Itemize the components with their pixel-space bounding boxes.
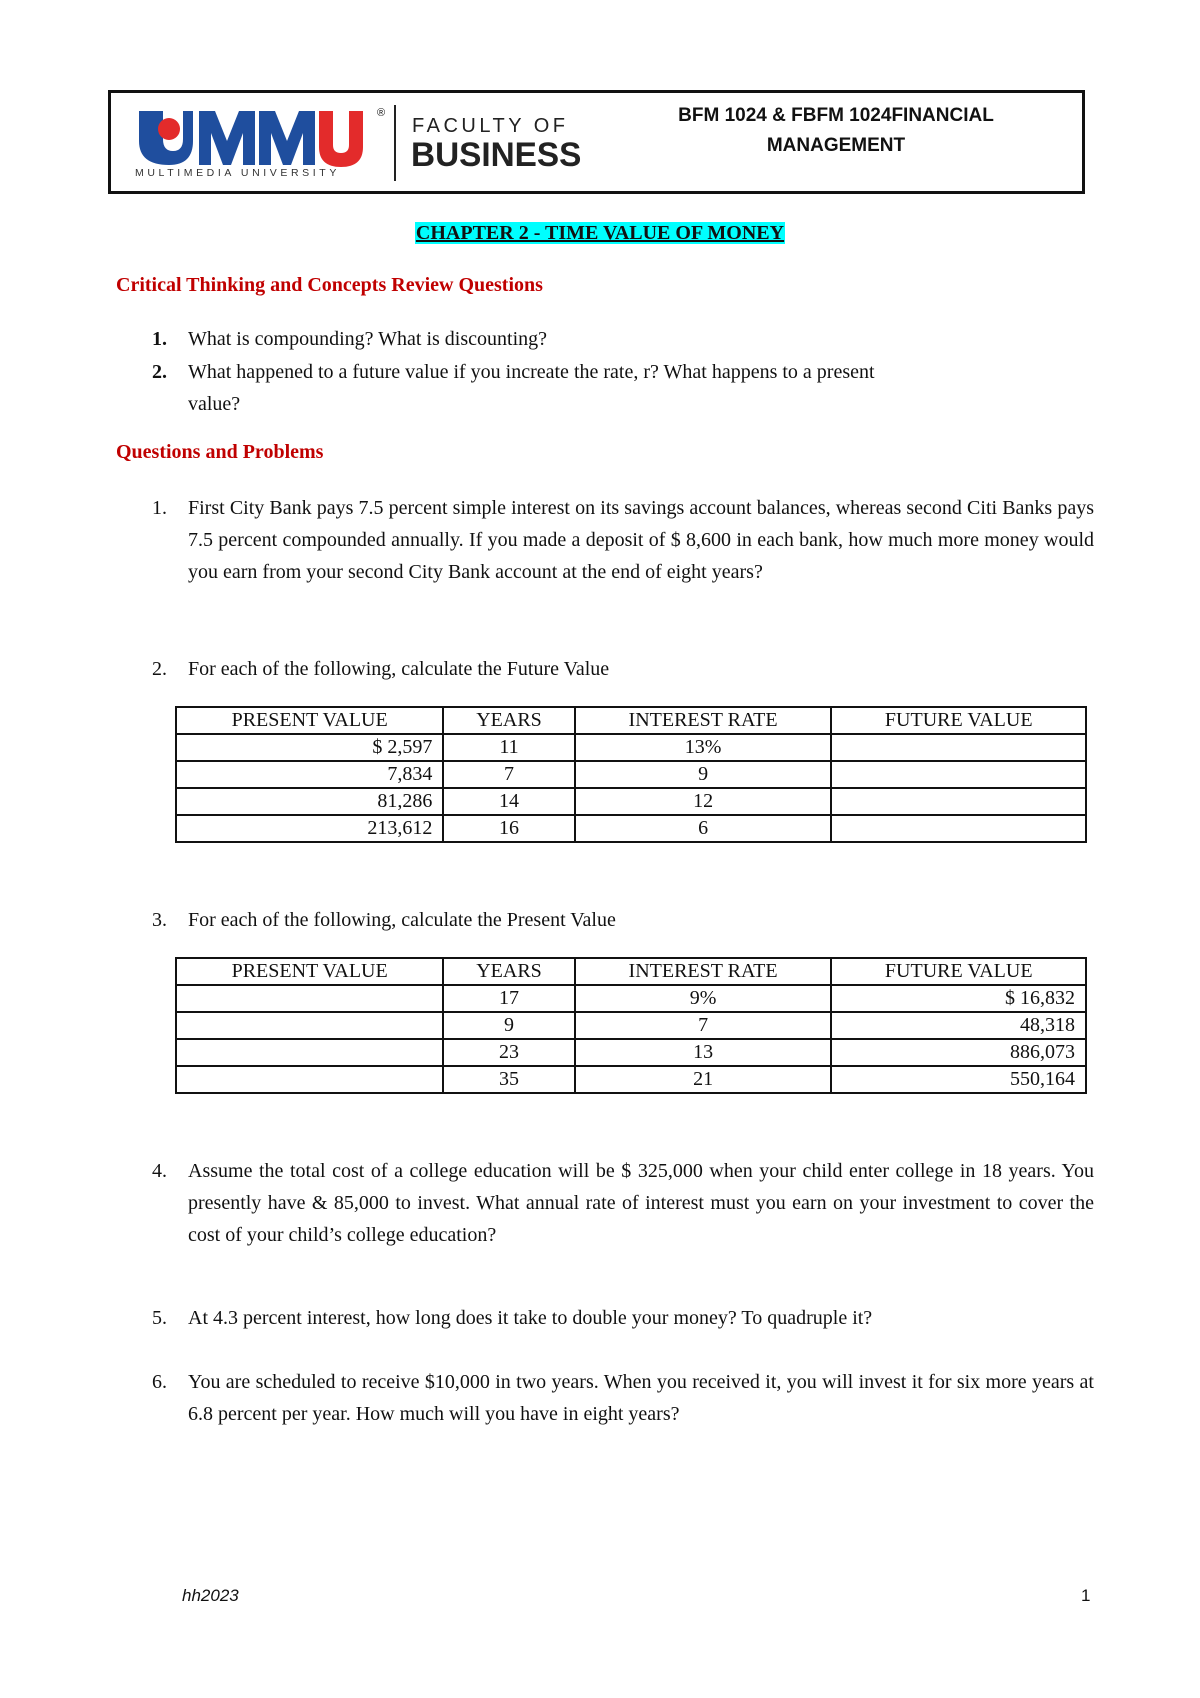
- problem-text: You are scheduled to receive $10,000 in two years. When you received it, you will invest it for six more years at 6.8 percent per year. How much will you have in eight years?: [188, 1371, 1094, 1425]
- col-present-value: PRESENT VALUE: [176, 707, 443, 734]
- course-title: [671, 101, 1001, 161]
- header-box: [108, 90, 1085, 194]
- cell-present-value: [176, 1039, 443, 1066]
- cell-interest-rate: 9%: [575, 985, 832, 1012]
- cell-years: 14: [443, 788, 574, 815]
- table-row: [176, 788, 1086, 815]
- cell-interest-rate: 7: [575, 1012, 832, 1039]
- col-interest-rate: INTEREST RATE: [575, 707, 832, 734]
- table-row: [176, 815, 1086, 842]
- cell-present-value: 213,612: [176, 815, 443, 842]
- review-question-number: 2.: [152, 361, 167, 383]
- page-number: 1: [1081, 1586, 1091, 1605]
- review-question-text-cont: value?: [188, 393, 241, 415]
- table-row: [176, 1012, 1086, 1039]
- problem-text: First City Bank pays 7.5 percent simple interest on its savings account balances, whereas second Citi Banks pays 7.5 percent compounded annually. If you made a deposit of $ 8,600 in each bank, how much more money would you earn from your second City Bank account at the end of eight years?: [188, 497, 1094, 583]
- cell-interest-rate: 6: [575, 815, 832, 842]
- chapter-title: [0, 222, 1200, 245]
- col-years: YEARS: [443, 707, 574, 734]
- review-question-number: 1.: [152, 328, 167, 350]
- problem-1: [152, 492, 1094, 622]
- cell-present-value: $ 2,597: [176, 734, 443, 761]
- course-title-line1: BFM 1024 & FBFM 1024FINANCIAL: [678, 105, 994, 126]
- cell-years: 11: [443, 734, 574, 761]
- problem-text: Assume the total cost of a college education will be $ 325,000 when your child enter college in 18 years. You presently have & 85,000 to invest. What annual rate of interest must you earn on your investment to cover the cost of your child’s college education?: [188, 1160, 1094, 1246]
- cell-future-value: 550,164: [831, 1066, 1086, 1093]
- problem-4: [152, 1155, 1094, 1255]
- cell-interest-rate: 9: [575, 761, 832, 788]
- cell-present-value: [176, 1012, 443, 1039]
- review-question-2: [152, 356, 1052, 420]
- future-value-table: [175, 706, 1087, 843]
- table-row: [176, 1066, 1086, 1093]
- cell-present-value: 81,286: [176, 788, 443, 815]
- cell-future-value: [831, 815, 1086, 842]
- logo-subtitle: MULTIMEDIA UNIVERSITY: [135, 167, 340, 179]
- mmu-logo-icon: [135, 103, 365, 173]
- problem-number: 3.: [152, 909, 167, 931]
- problem-number: 1.: [152, 497, 167, 519]
- col-present-value: PRESENT VALUE: [176, 958, 443, 985]
- cell-years: 35: [443, 1066, 574, 1093]
- cell-present-value: [176, 1066, 443, 1093]
- table-header-row: [176, 707, 1086, 734]
- table-row: [176, 985, 1086, 1012]
- cell-interest-rate: 12: [575, 788, 832, 815]
- faculty-name: BUSINESS: [411, 136, 582, 174]
- cell-years: 23: [443, 1039, 574, 1066]
- problem-number: 5.: [152, 1307, 167, 1329]
- chapter-title-text: CHAPTER 2 - TIME VALUE OF MONEY: [415, 222, 785, 244]
- cell-years: 9: [443, 1012, 574, 1039]
- problem-number: 4.: [152, 1160, 167, 1182]
- cell-years: 17: [443, 985, 574, 1012]
- table-row: [176, 761, 1086, 788]
- problem-number: 6.: [152, 1371, 167, 1393]
- problem-number: 2.: [152, 658, 167, 680]
- cell-interest-rate: 13%: [575, 734, 832, 761]
- cell-interest-rate: 21: [575, 1066, 832, 1093]
- section-heading-review: Critical Thinking and Concepts Review Questions: [116, 274, 543, 296]
- course-title-line2: MANAGEMENT: [766, 135, 906, 156]
- col-years: YEARS: [443, 958, 574, 985]
- problem-text: For each of the following, calculate the Future Value: [188, 658, 610, 680]
- cell-present-value: [176, 985, 443, 1012]
- table-row: [176, 1039, 1086, 1066]
- footer-left-text: hh2023: [182, 1586, 239, 1605]
- review-question-text: What happened to a future value if you increate the rate, r? What happens to a present: [188, 361, 875, 383]
- cell-present-value: 7,834: [176, 761, 443, 788]
- problem-text: For each of the following, calculate the Present Value: [188, 909, 616, 931]
- cell-future-value: 48,318: [831, 1012, 1086, 1039]
- cell-future-value: 886,073: [831, 1039, 1086, 1066]
- col-future-value: FUTURE VALUE: [831, 707, 1086, 734]
- cell-interest-rate: 13: [575, 1039, 832, 1066]
- cell-future-value: [831, 788, 1086, 815]
- review-question-text: What is compounding? What is discounting?: [188, 328, 548, 350]
- faculty-of-label: FACULTY OF: [412, 115, 569, 137]
- table-header-row: [176, 958, 1086, 985]
- cell-future-value: $ 16,832: [831, 985, 1086, 1012]
- registered-icon: ®: [377, 107, 386, 119]
- col-future-value: FUTURE VALUE: [831, 958, 1086, 985]
- cell-years: 16: [443, 815, 574, 842]
- header-divider: [394, 105, 396, 181]
- col-interest-rate: INTEREST RATE: [575, 958, 832, 985]
- problem-text: At 4.3 percent interest, how long does it take to double your money? To quadruple it?: [188, 1307, 873, 1329]
- present-value-table: [175, 957, 1087, 1094]
- cell-future-value: [831, 761, 1086, 788]
- section-heading-problems: Questions and Problems: [116, 441, 324, 463]
- table-row: [176, 734, 1086, 761]
- cell-years: 7: [443, 761, 574, 788]
- cell-future-value: [831, 734, 1086, 761]
- problem-6: [152, 1366, 1094, 1434]
